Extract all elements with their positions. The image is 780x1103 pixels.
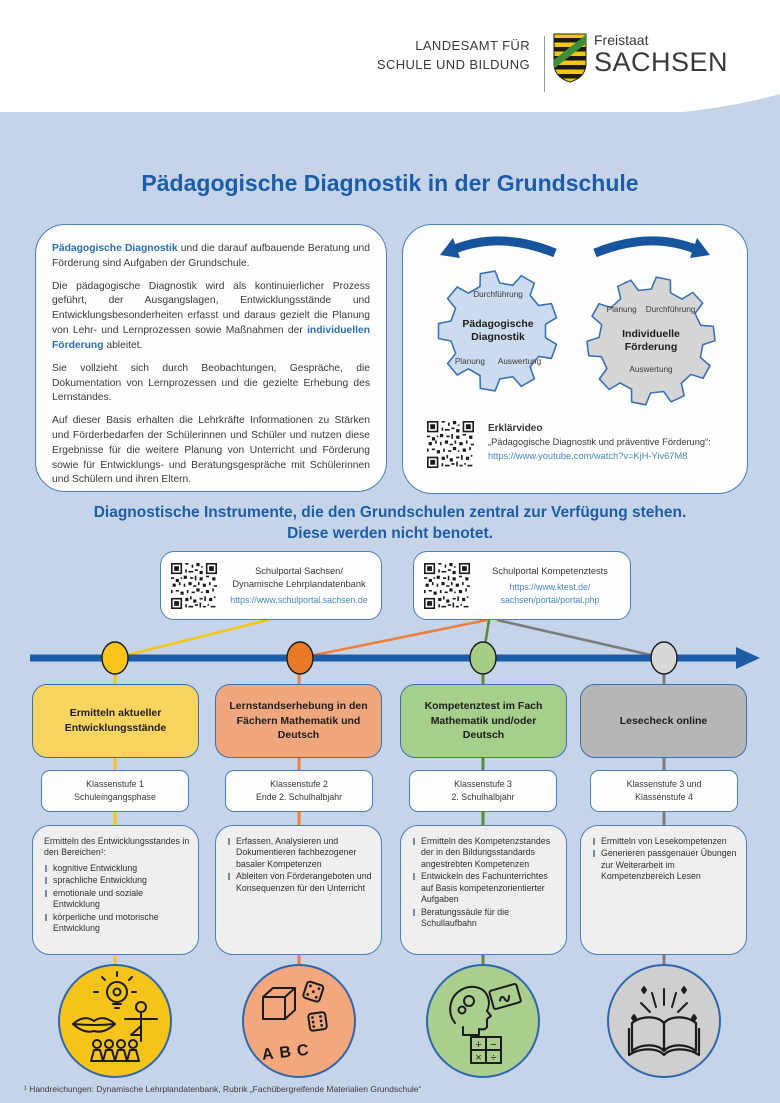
balance-pose-icon [125, 1002, 157, 1041]
stage-box-3: Klassenstufe 3 2. Schulhalbjahr [409, 770, 557, 812]
people-group-icon [91, 1040, 139, 1061]
agency-line1: LANDESAMT FÜR [415, 38, 530, 53]
detail-box-4 [580, 825, 747, 955]
stage-box-4: Klassenstufe 3 und Klassenstufe 4 [590, 770, 738, 812]
video-row [427, 421, 711, 468]
list-item: sprachliche Entwicklung [44, 875, 190, 886]
instrument-box-lesecheck: Lesecheck online [580, 684, 747, 758]
instrument-box-kompetenztest: Kompetenztest im Fach Mathematik und/oder Deutsch [400, 684, 567, 758]
rotate-right-arrow-icon [595, 238, 710, 258]
portal-title: Schulportal Kompetenztests [492, 566, 608, 577]
math-divide: ÷ [490, 1052, 497, 1064]
list-item: kognitive Entwicklung [44, 863, 190, 874]
gear-right-top-labels: Planung Durchführung [606, 305, 696, 314]
portal-title: Schulportal Sachsen/ [255, 565, 343, 576]
video-label: Erklärvideo [488, 423, 543, 434]
video-link[interactable]: https://www.youtube.com/watch?v=KjH-Yiv67M8 [488, 450, 688, 461]
icon-circle-lesecheck [607, 964, 721, 1078]
qr-code-icon [424, 563, 470, 609]
list-item: Ermitteln des Kompetenzstandes der in den Bildungsstandards angestrebten Kompetenzen [412, 836, 558, 870]
header-swoosh [0, 86, 780, 176]
open-book-icon [629, 1017, 699, 1055]
list-item: Entwickeln des Fachunterrichtes auf Basis kompetenzorientierter Aufgaben [412, 871, 558, 905]
intro-paragraph-3: Sie vollzieht sich durch Beobachtungen, Gespräche, die Dokumentation von Lernprozessen und die gezielte Erhebung des Lernstandes. [52, 362, 370, 404]
math-times: × [475, 1052, 482, 1064]
highlight-paedagogische-diagnostik: Pädagogische Diagnostik [52, 243, 178, 254]
gear-left-bottom-labels: Planung Auswertung [454, 357, 542, 366]
abc-text: ABC [261, 1041, 316, 1064]
portal-card-lehrplandatenbank: Schulportal Sachsen/ Dynamische Lehrplandatenbank https://www.schulportal.sachsen.de [160, 551, 382, 620]
detail-box-3 [400, 825, 567, 955]
lightbulb-gear-icon [94, 972, 136, 1008]
lips-icon [73, 1018, 115, 1032]
cube-icon [263, 988, 295, 1019]
state-name-label: SACHSEN [594, 47, 729, 78]
gear-left-top-label: Durchführung [473, 290, 523, 299]
highlight-individuelle-foerderung: individuellen Förderung [52, 325, 370, 351]
intro-paragraph-2: Die pädagogische Diagnostik wird als kontinuierlicher Prozess geführt, der Ausgangslagen, Entwicklungsstände und Entwicklungsbesonderheiten erfasst und daraus gezielt die Planung von Lehr- und Lernprozessen sowie Maßnahmen der individuellen Förderung ableitet. [52, 280, 370, 351]
portal-card-kompetenztests [413, 551, 631, 620]
list-item: emotionale und soziale Entwicklung [44, 888, 190, 911]
list-item: körperliche und motorische Entwicklung [44, 912, 190, 935]
intro-text-box [35, 224, 387, 492]
video-caption: „Pädagogische Diagnostik und präventive Förderung“: [488, 437, 711, 447]
agency-name [377, 37, 530, 75]
math-minus: − [490, 1039, 497, 1051]
page-title: Pädagogische Diagnostik in der Grundschule [141, 170, 639, 196]
stage-box-2: Klassenstufe 2 Ende 2. Schulhalbjahr [225, 770, 373, 812]
detail-box-2 [215, 825, 382, 955]
head-gears-icon [450, 987, 491, 1035]
dice-icon [303, 981, 328, 1031]
gear-left-title: Pädagogische Diagnostik [462, 318, 534, 344]
gear-diagram-box [402, 224, 748, 494]
qr-code-icon [171, 563, 217, 609]
instrument-box-lernstandserhebung: Lernstandserhebung in den Fächern Mathematik und Deutsch [215, 684, 382, 758]
detail-box-1: Ermitteln des Entwicklungsstandes in den Bereichen¹: kognitive Entwicklung sprachliche Entwicklung emotionale und soziale Entwicklung körperliche und motorische Entwicklung [32, 825, 199, 955]
intro-paragraph-1: Pädagogische Diagnostik und die darauf aufbauende Beratung und Förderung sind Aufgaben der Grundschule. [52, 243, 371, 269]
coat-of-arms-icon [553, 33, 587, 83]
footnote: ¹ Handreichungen: Dynamische Lehrplandatenbank, Rubrik „Fachübergreifende Materialien Grundschule“ [24, 1084, 422, 1094]
qr-code-icon [427, 421, 474, 468]
list-item: Beratungssäule für die Schullaufbahn [412, 907, 558, 930]
video-text [488, 421, 711, 464]
state-top-label: Freistaat [594, 32, 649, 48]
list-item: Ermitteln von Lesekompetenzen [592, 836, 738, 847]
list-item: Generieren passgenauer Übungen zur Weiterarbeit im Kompetenzbereich Lesen [592, 848, 738, 882]
gear-right-title: Individuelle Förderung [622, 328, 680, 354]
sparkles-icon [632, 987, 696, 1021]
intro-paragraph-4: Auf dieser Basis erhalten die Lehrkräfte Informationen zu Stärken und Förderbedarfen der Schülerinnen und Schüler und nutzen diese Ergebnisse für die weitere Planung von Unterricht und Förderung sowie für Entwicklungs- und Beratungsgespräche mit Schülerinnen und Schülern und ihren Eltern. [52, 415, 370, 486]
instrument-box-entwicklungsstaende: Ermitteln aktueller Entwicklungsstände [32, 684, 199, 758]
portal-link[interactable]: https://www.ktest.de/ sachsen/portal/portal.php [500, 582, 600, 605]
list-item: Ableiten von Förderangeboten und Konsequenzen für den Unterricht [227, 871, 373, 894]
icon-circle-development [58, 964, 172, 1078]
rotate-left-arrow-icon [440, 238, 555, 258]
gear-right-bottom-label: Auswertung [629, 365, 673, 374]
section-heading: Diagnostische Instrumente, die den Grundschulen zentral zur Verfügung stehen. Diese werden nicht benotet. [93, 504, 687, 542]
icon-circle-lernstand [242, 964, 356, 1078]
state-logo [594, 33, 728, 77]
agency-line2: SCHULE UND BILDUNG [376, 56, 530, 72]
math-plus: + [475, 1039, 482, 1051]
portal-link[interactable]: https://www.schulportal.sachsen.de [230, 594, 368, 605]
tablet-icon [489, 983, 521, 1009]
logo-divider [544, 36, 545, 92]
list-item: Erfassen, Analysieren und Dokumentieren fachbezogener basaler Kompetenzen [227, 836, 373, 870]
icon-circle-kompetenztest [426, 964, 540, 1078]
stage-box-1: Klassenstufe 1 Schuleingangsphase [41, 770, 189, 812]
